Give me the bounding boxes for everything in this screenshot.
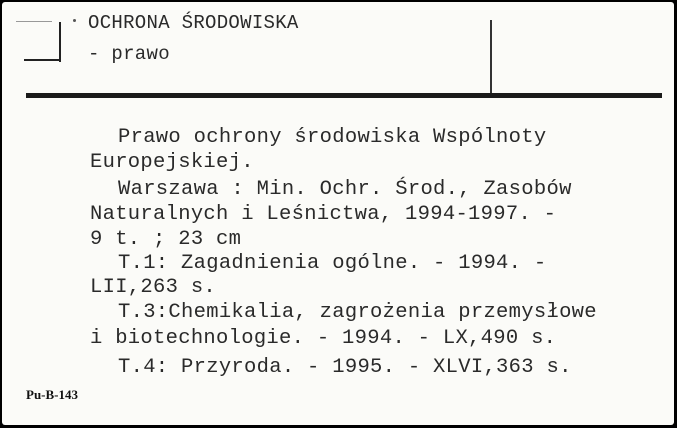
subject-heading: OCHRONA ŚRODOWISKA (88, 12, 299, 34)
body-line-10: T.4: Przyroda. - 1995. - XLVI,363 s. (118, 356, 572, 379)
body-line-5: 9 t. ; 23 cm (90, 228, 242, 251)
corner-bracket-vertical (59, 22, 61, 62)
body-line-3: Warszawa : Min. Ochr. Środ., Zasobów (118, 178, 572, 201)
heading-dot-mark (73, 19, 76, 22)
body-line-9: i biotechnologie. - 1994. - LX,490 s. (90, 327, 557, 350)
body-line-2: Europejskiej. (90, 151, 254, 174)
corner-bracket-horizontal (24, 59, 61, 61)
vertical-divider (490, 20, 492, 94)
heading-rule (26, 93, 662, 98)
body-line-8: T.3:Chemikalia, zagrożenia przemysłowe (118, 301, 597, 324)
body-line-4: Naturalnych i Leśnictwa, 1994-1997. - (90, 203, 557, 226)
top-dash-mark (16, 21, 52, 22)
body-line-7: LII,263 s. (90, 276, 217, 299)
body-line-1: Prawo ochrony środowiska Wspólnoty (118, 126, 547, 149)
call-number-stamp: Pu-B-143 (26, 387, 78, 402)
body-line-6: T.1: Zagadnienia ogólne. - 1994. - (118, 252, 547, 275)
subject-subheading: - prawo (88, 43, 170, 65)
catalog-card (2, 2, 674, 425)
